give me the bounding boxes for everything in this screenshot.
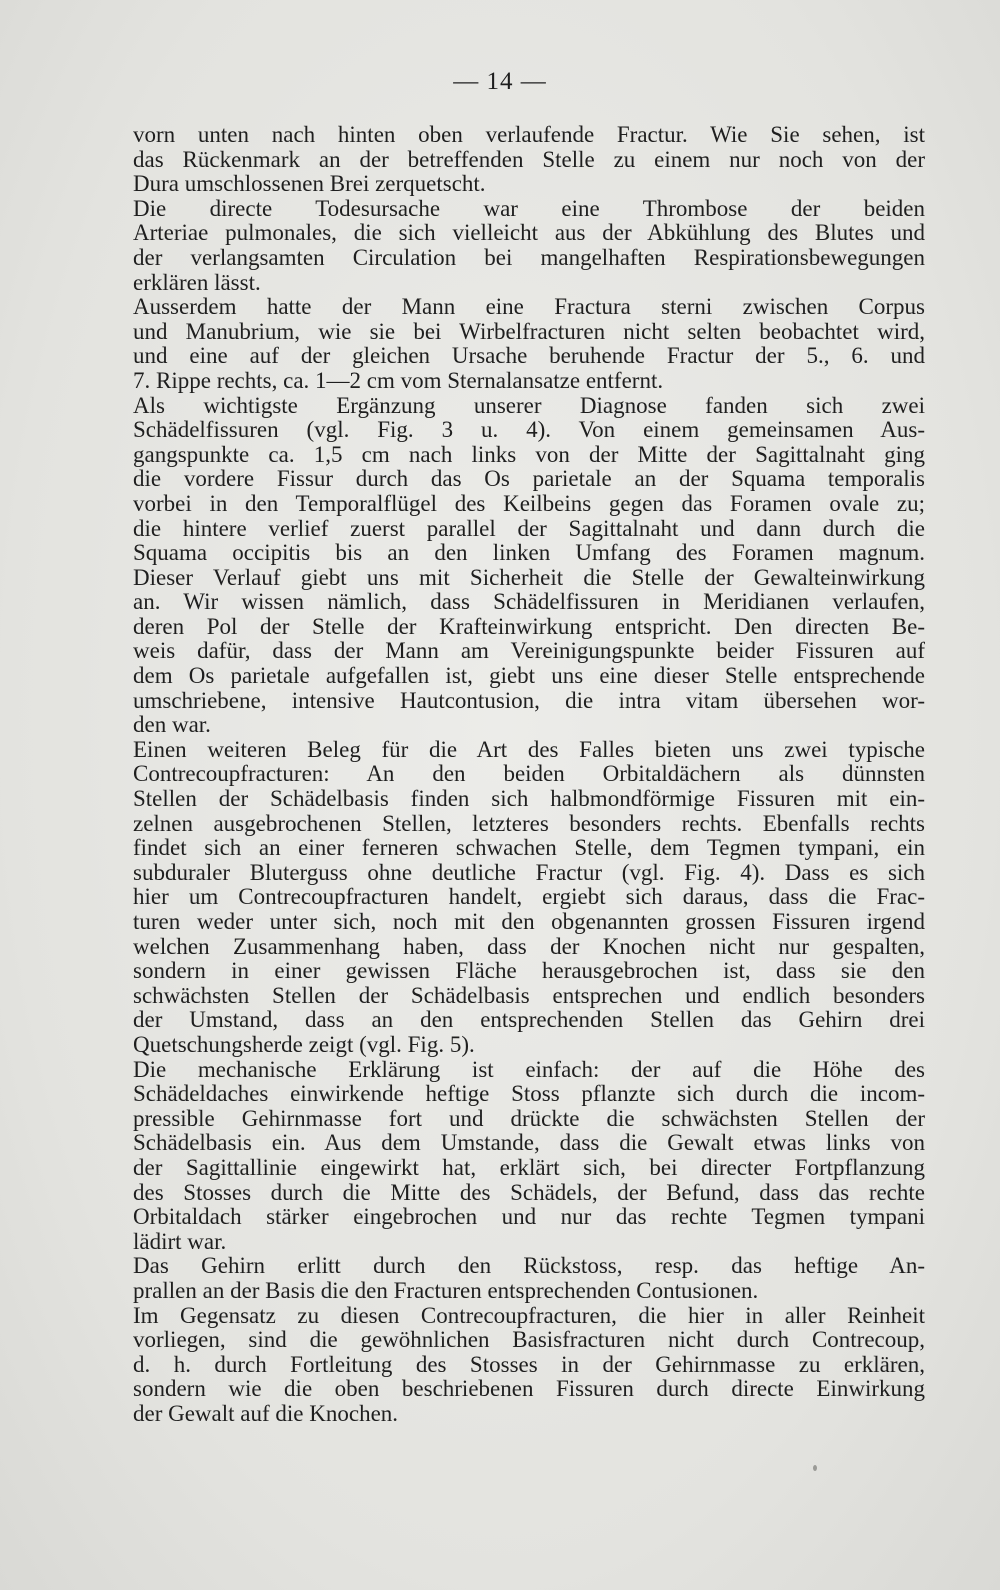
text-line: prallen an der Basis die den Fracturen entsprechenden Contusionen. bbox=[133, 1278, 759, 1303]
text-line: des Stosses durch die Mitte des Schädels, der Befund, dass das rechte bbox=[133, 1180, 925, 1205]
text-line: Ausserdem hatte der Mann eine Fractura sterni zwischen Corpus bbox=[133, 295, 925, 320]
text-line: Im Gegensatz zu diesen Contrecoupfracturen, die hier in aller Reinheit bbox=[133, 1303, 925, 1328]
text-line: die hintere verlief zuerst parallel der Sagittalnaht und dann durch die bbox=[133, 516, 925, 541]
text-line: sondern in einer gewissen Fläche herausgebrochen ist, dass sie den bbox=[133, 959, 925, 984]
text-line: sondern wie die oben beschriebenen Fissuren durch directe Einwirkung bbox=[133, 1377, 925, 1402]
text-line: umschriebene, intensive Hautcontusion, die intra vitam übersehen wor- bbox=[133, 688, 925, 713]
text-line: Arteriae pulmonales, die sich vielleicht aus der Abkühlung des Blutes und bbox=[133, 221, 925, 246]
text-line: Squama occipitis bis an den linken Umfang des Foramen magnum. bbox=[133, 541, 925, 566]
text-line: findet sich an einer ferneren schwachen Stelle, dem Tegmen tympani, ein bbox=[133, 836, 925, 861]
text-line: gangspunkte ca. 1,5 cm nach links von der Mitte der Sagittalnaht ging bbox=[133, 442, 925, 467]
text-line: Schädeldaches einwirkende heftige Stoss pflanzte sich durch die incom- bbox=[133, 1082, 925, 1107]
text-line: der Gewalt auf die Knochen. bbox=[133, 1401, 399, 1426]
text-line: subduraler Bluterguss ohne deutliche Fractur (vgl. Fig. 4). Dass es sich bbox=[133, 860, 925, 885]
text-line: schwächsten Stellen der Schädelbasis entsprechen und endlich besonders bbox=[133, 983, 925, 1008]
text-line: die vordere Fissur durch das Os parietale an der Squama temporalis bbox=[133, 467, 925, 492]
text-line: welchen Zusammenhang haben, dass der Knochen nicht nur gespalten, bbox=[133, 934, 925, 959]
paper-speck bbox=[813, 1465, 817, 1471]
text-line: Dura umschlossenen Brei zerquetscht. bbox=[133, 172, 486, 197]
text-line: 7. Rippe rechts, ca. 1—2 cm vom Sternalansatze entfernt. bbox=[133, 368, 664, 393]
text-line: und eine auf der gleichen Ursache beruhende Fractur der 5., 6. und bbox=[133, 344, 925, 369]
text-line: lädirt war. bbox=[133, 1229, 227, 1254]
text-line: pressible Gehirnmasse fort und drückte die schwächsten Stellen der bbox=[133, 1106, 925, 1131]
text-line: deren Pol der Stelle der Krafteinwirkung entspricht. Den directen Be- bbox=[133, 614, 925, 639]
text-line: Stellen der Schädelbasis finden sich halbmondförmige Fissuren mit ein- bbox=[133, 787, 925, 812]
text-line: weis dafür, dass der Mann am Vereinigungspunkte beider Fissuren auf bbox=[133, 639, 925, 664]
text-line: vorbei in den Temporalflügel des Keilbeins gegen das Foramen ovale zu; bbox=[133, 491, 925, 516]
text-line: Die directe Todesursache war eine Thrombose der beiden bbox=[133, 196, 925, 221]
text-line: Schädelfissuren (vgl. Fig. 3 u. 4). Von einem gemeinsamen Aus- bbox=[133, 418, 925, 443]
text-line: d. h. durch Fortleitung des Stosses in der Gehirnmasse zu erklären, bbox=[133, 1352, 925, 1377]
text-line: Als wichtigste Ergänzung unserer Diagnose fanden sich zwei bbox=[133, 393, 925, 418]
body-text bbox=[133, 123, 925, 1426]
text-line: Orbitaldach stärker eingebrochen und nur das rechte Tegmen tympani bbox=[133, 1205, 925, 1230]
text-line: Einen weiteren Beleg für die Art des Falles bieten uns zwei typische bbox=[133, 737, 925, 762]
text-line: der Umstand, dass an den entsprechenden Stellen das Gehirn drei bbox=[133, 1008, 925, 1033]
text-line: erklären lässt. bbox=[133, 270, 261, 295]
text-line: dem Os parietale aufgefallen ist, giebt uns eine dieser Stelle entsprechende bbox=[133, 664, 925, 689]
text-line: der Sagittallinie eingewirkt hat, erklärt sich, bei directer Fortpflanzung bbox=[133, 1155, 925, 1180]
text-line: den war. bbox=[133, 713, 211, 738]
text-line: hier um Contrecoupfracturen handelt, ergiebt sich daraus, dass die Frac- bbox=[133, 885, 925, 910]
text-line: Contrecoupfracturen: An den beiden Orbitaldächern als dünnsten bbox=[133, 762, 925, 787]
text-line: Quetschungsherde zeigt (vgl. Fig. 5). bbox=[133, 1032, 475, 1057]
text-line: vorliegen, sind die gewöhnlichen Basisfracturen nicht durch Contrecoup, bbox=[133, 1328, 925, 1353]
text-line: vorn unten nach hinten oben verlaufende Fractur. Wie Sie sehen, ist bbox=[133, 123, 925, 147]
text-line: Schädelbasis ein. Aus dem Umstande, dass die Gewalt etwas links von bbox=[133, 1131, 925, 1156]
text-line: Das Gehirn erlitt durch den Rückstoss, resp. das heftige An- bbox=[133, 1254, 925, 1279]
page-number: — 14 — bbox=[453, 68, 547, 95]
text-line: zelnen ausgebrochenen Stellen, letzteres besonders rechts. Ebenfalls rechts bbox=[133, 811, 925, 836]
text-line: an. Wir wissen nämlich, dass Schädelfissuren in Meridianen verlaufen, bbox=[133, 590, 925, 615]
text-line: und Manubrium, wie sie bei Wirbelfracturen nicht selten beobachtet wird, bbox=[133, 319, 925, 344]
text-line: Die mechanische Erklärung ist einfach: der auf die Höhe des bbox=[133, 1057, 925, 1082]
text-line: turen weder unter sich, noch mit den obgenannten grossen Fissuren irgend bbox=[133, 910, 925, 934]
text-line: der verlangsamten Circulation bei mangelhaften Respirationsbewegungen bbox=[133, 245, 925, 270]
text-line: Dieser Verlauf giebt uns mit Sicherheit die Stelle der Gewalteinwirkung bbox=[133, 565, 925, 590]
text-line: das Rückenmark an der betreffenden Stelle zu einem nur noch von der bbox=[133, 147, 925, 172]
